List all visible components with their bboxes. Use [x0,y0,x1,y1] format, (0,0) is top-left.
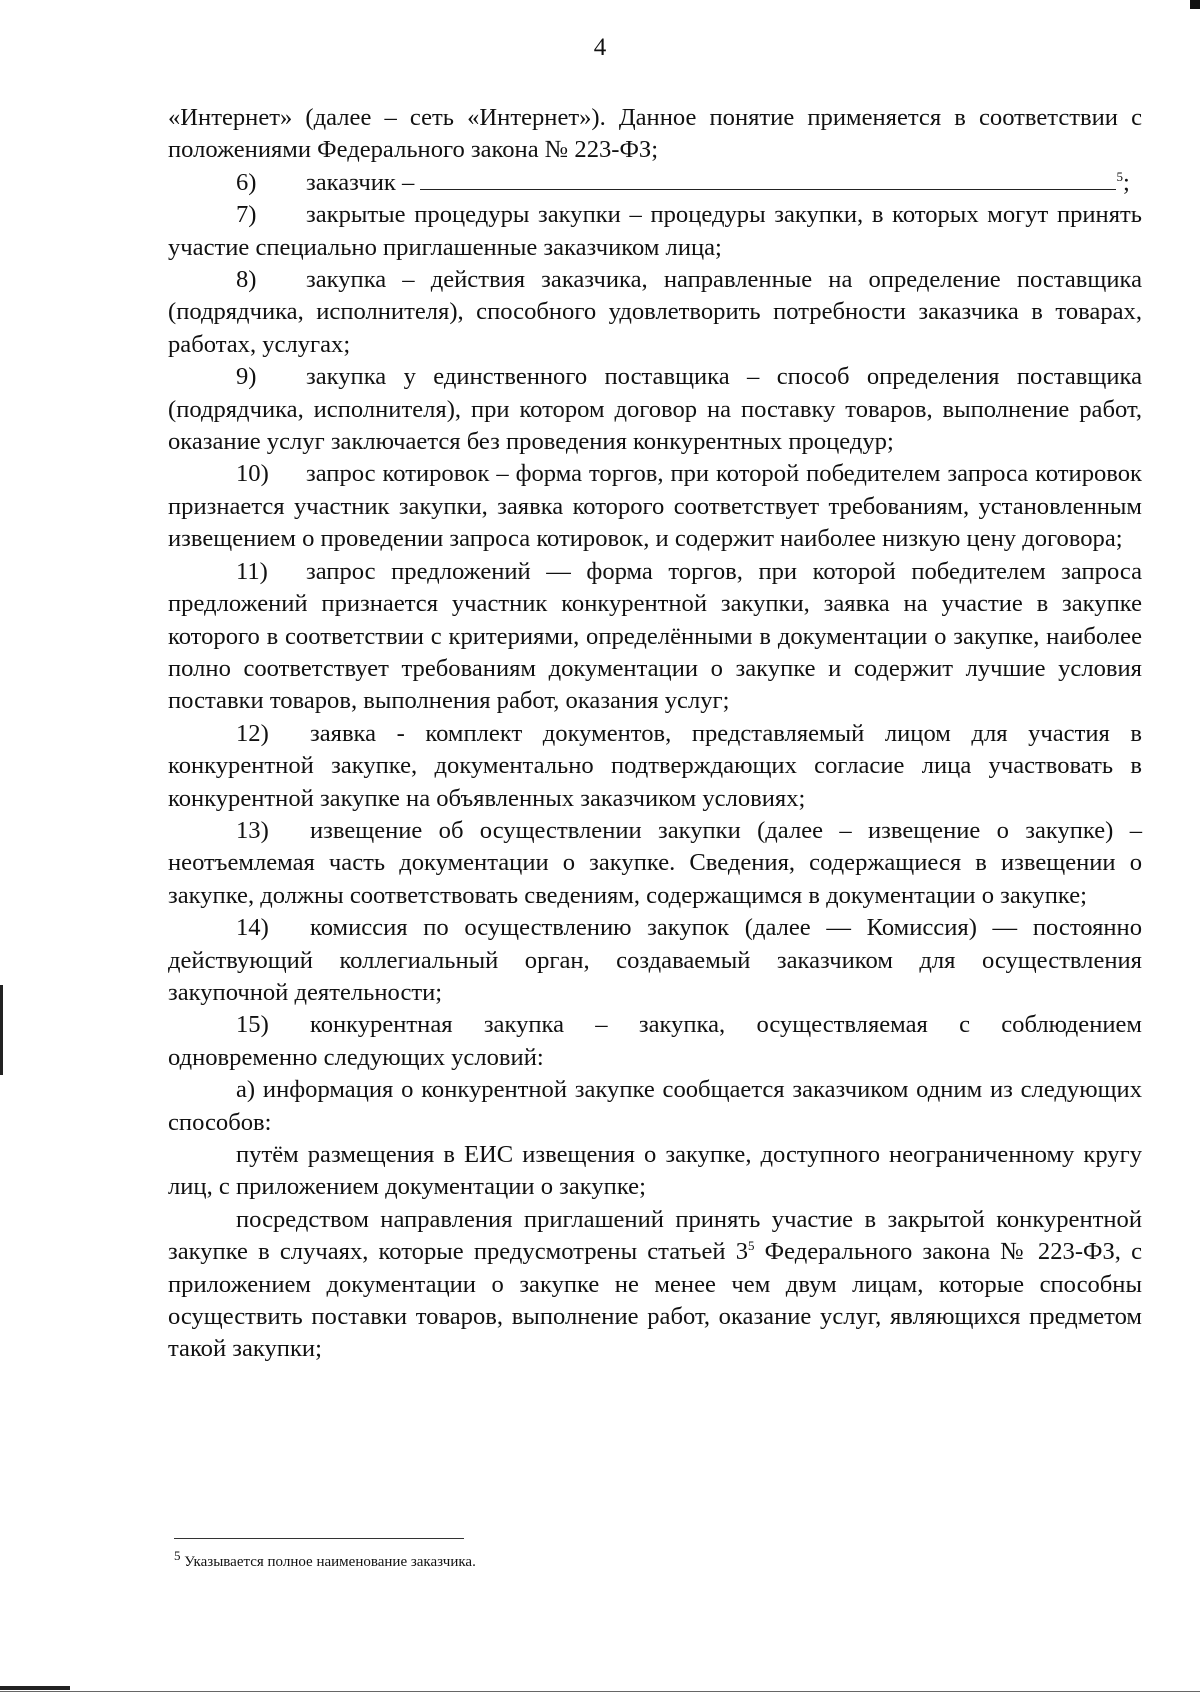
subitem-text-start: посредством направления приглашений принять участие в закрытой конкурентной закупке в случаях, которые предусмотрены статьей 3 [168,1205,1142,1266]
definition-6 [168,167,1142,199]
subitem-eis-publication: путём размещения в ЕИС извещения о закупке, доступного неограниченному кругу лиц, с приложением документации о закупке; [168,1141,1142,1201]
document-body [168,102,1142,1366]
definition-9 [168,361,1142,458]
subitem-text-end: Федерального закона № 223-ФЗ, с приложением документации о закупке не менее чем двум лицам, которые способны осуществить поставки товаров, выполнение работ, оказание услуг, являющихся предметом такой закупки; [168,1238,1142,1363]
scan-artifact-bottom-left [0,1686,70,1690]
item-number: 8) [236,266,257,294]
scan-artifact-corner [1190,0,1200,9]
scan-artifact-left [0,985,3,1075]
item-number: 13) [236,816,269,844]
definition-13 [168,815,1142,912]
definition-15 [168,1009,1142,1074]
item-text: заявка - комплект документов, представляемый лицом для участия в конкурентной закупке, документально подтверждающих согласие лица участвовать в конкурентной закупке на объявленных заказчиком условиях; [168,719,1142,812]
item-number: 12) [236,719,269,747]
customer-name-blank [420,167,1116,190]
item-text: закупка – действия заказчика, направленные на определение поставщика (подрядчика, исполнителя), способного удовлетворить потребности заказчика в товарах, работах, услугах; [168,266,1142,358]
subitem-invitations [168,1204,1142,1366]
item-number: 14) [236,914,269,942]
item-number: 6) [236,168,257,196]
footnote-text: Указывается полное наименование заказчика. [180,1554,476,1570]
footnote-marker: 5 [174,1548,181,1563]
item-text: запрос предложений — форма торгов, при которой победителем запроса предложений признается участник конкурентной закупки, заявка на участие в закупке которого в соответствии с критериями, определёнными в документации о закупке, наиболее полно соответствует требованиям документации о закупке и содержит лучшие условия поставки товаров, выполнения работ, оказания услуг; [168,557,1142,715]
footnote-ref: 5 [1116,168,1123,184]
item-text: извещение об осуществлении закупки (далее – извещение о закупке) – неотъемлемая часть документации о закупке. Сведения, содержащиеся в извещении о закупке, должны соответствовать сведениям, содержащимся в документации о закупке; [168,816,1142,909]
subitem-a: а) информация о конкурентной закупке сообщается заказчиком одним из следующих способов: [168,1076,1142,1136]
item-text: закупка у единственного поставщика – способ определения поставщика (подрядчика, исполнителя), при котором договор на поставку товаров, выполнение работ, оказание услуг заключается без проведения конкурентных процедур; [168,363,1142,456]
item-number: 7) [236,201,257,229]
definition-11 [168,556,1142,718]
item-text: комиссия по осуществлению закупок (далее — Комиссия) — постоянно действующий коллегиальный орган, создаваемый заказчиком для осуществления закупочной деятельности; [168,914,1142,1006]
item-number: 11) [236,557,268,585]
definition-12 [168,718,1142,815]
scan-artifact-bottom [0,1688,1200,1696]
definition-14 [168,912,1142,1009]
definition-10 [168,458,1142,555]
paragraph-internet-definition: «Интернет» (далее – сеть «Интернет»). Данное понятие применяется в соответствии с положениями Федерального закона № 223-ФЗ; [168,104,1142,164]
page-number: 4 [593,34,607,61]
item-text: конкурентная закупка – закупка, осуществляемая с соблюдением одновременно следующих условий: [168,1011,1142,1071]
item-number: 9) [236,363,257,391]
definition-7 [168,199,1142,264]
item-number: 15) [236,1011,269,1039]
definition-8 [168,264,1142,361]
item-text: заказчик – [306,168,415,196]
item-text: запрос котировок – форма торгов, при которой победителем запроса котировок признается участник закупки, заявка которого соответствует требованиям, установленным извещением о проведении запроса котировок, и содержит наиболее низкую цену договора; [168,460,1142,553]
article-superscript: 5 [748,1238,755,1254]
item-punctuation: ; [1122,168,1130,196]
item-text: закрытые процедуры закупки – процедуры закупки, в которых могут принять участие специально приглашенные заказчиком лица; [168,201,1142,261]
item-number: 10) [236,460,269,488]
footnote-separator [174,1538,464,1539]
footnote [174,1548,476,1572]
